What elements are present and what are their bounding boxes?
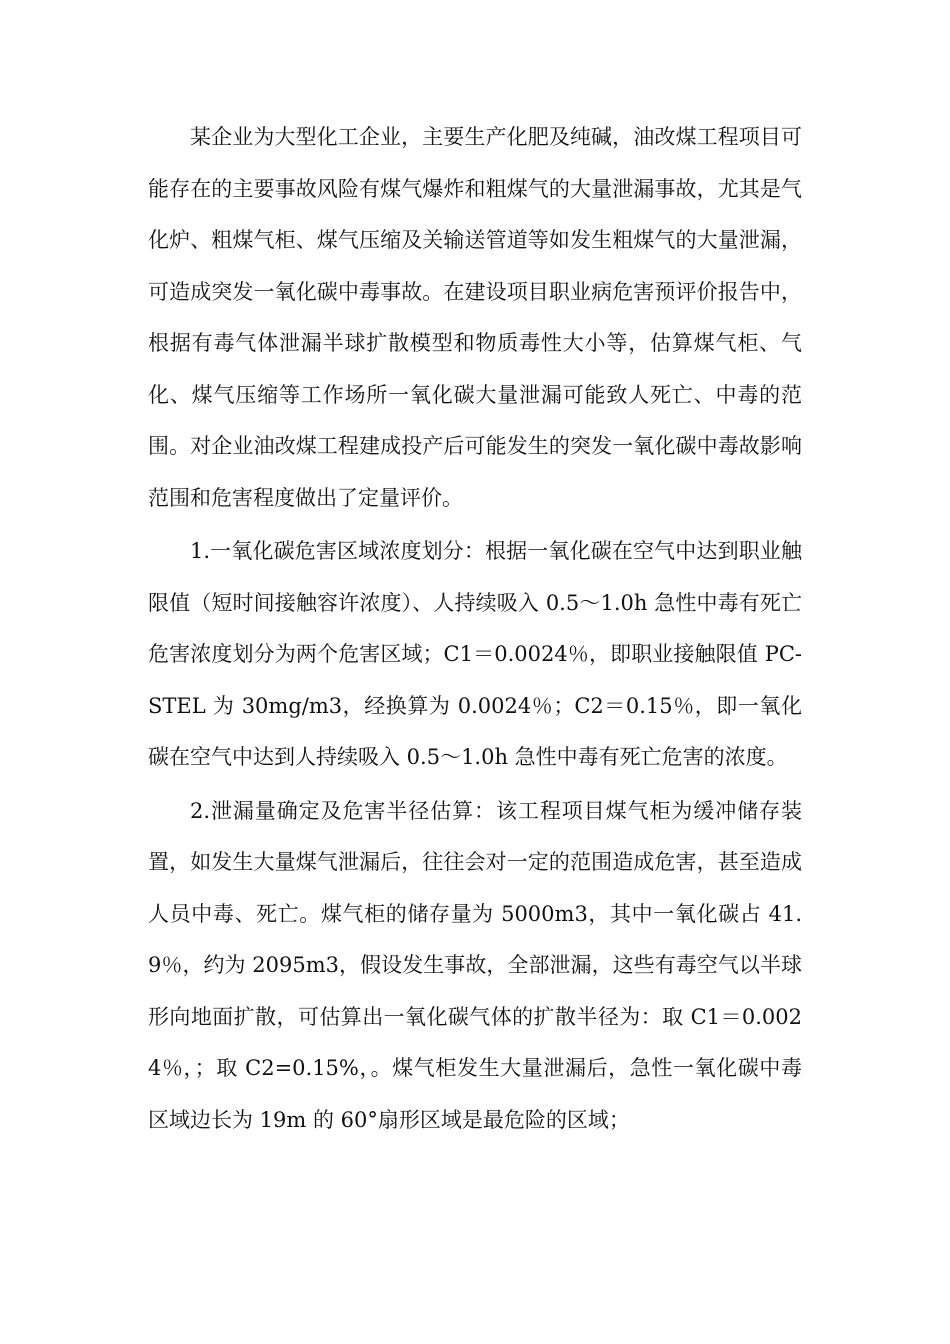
paragraph-concentration-zones: 1.一氧化碳危害区域浓度划分：根据一氧化碳在空气中达到职业触限值（短时间接触容许浓度）、人持续吸入 0.5～1.0h 急性中毒有死亡危害浓度划分为两个危害区域；C1＝0.0024％，即职业接触限值 PC-STEL 为 30mg/m3，经换算为 0.0024％；C2＝0.15％，即一氧化碳在空气中达到人持续吸入 0.5～1.0h 急性中毒有死亡危害的浓度。	[148, 539, 802, 769]
paragraph-leak-radius: 2.泄漏量确定及危害半径估算：该工程项目煤气柜为缓冲储存装置，如发生大量煤气泄漏后，往往会对一定的范围造成危害，甚至造成人员中毒、死亡。煤气柜的储存量为 5000m3，其中一氧化碳占 41.9％，约为 2095m3，假设发生事故，全部泄漏，这些有毒空气以半球形向地面扩散，可估算出一氧化碳气体的扩散半径为：取 C1＝0.0024％，；取 C2=0.15%，。煤气柜发生大量泄漏后，急性一氧化碳中毒区域边长为 19m 的 60°扇形区域是最危险的区域；	[148, 798, 802, 1132]
paragraph-intro: 某企业为大型化工企业，主要生产化肥及纯碱，油改煤工程项目可能存在的主要事故风险有煤气爆炸和粗煤气的大量泄漏事故，尤其是气化炉、粗煤气柜、煤气压缩及关输送管道等如发生粗煤气的大量泄漏，可造成突发一氧化碳中毒事故。在建设项目职业病危害预评价报告中，根据有毒气体泄漏半球扩散模型和物质毒性大小等，估算煤气柜、气化、煤气压缩等工作场所一氧化碳大量泄漏可能致人死亡、中毒的范围。对企业油改煤工程建成投产后可能发生的突发一氧化碳中毒故影响范围和危害程度做出了定量评价。	[148, 125, 802, 510]
document-body	[148, 112, 802, 1146]
